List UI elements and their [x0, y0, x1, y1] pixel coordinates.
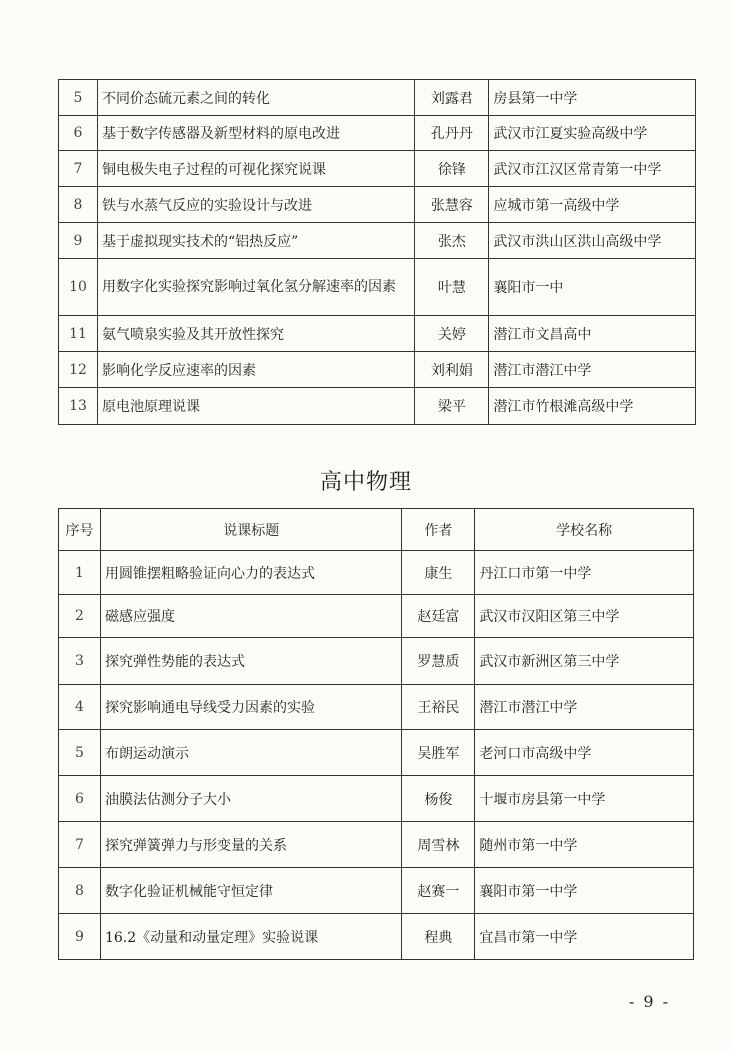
author-name: 孔丹丹	[415, 116, 489, 151]
row-number: 8	[59, 187, 98, 223]
lesson-title: 油膜法估测分子大小	[100, 776, 402, 822]
lesson-title: 基于虚拟现实技术的“铝热反应”	[97, 223, 414, 259]
school-name: 武汉市新洲区第三中学	[475, 638, 694, 685]
school-name: 武汉市汉阳区第三中学	[475, 595, 694, 638]
school-name: 老河口市高级中学	[475, 730, 694, 776]
column-header-author: 作者	[402, 509, 475, 551]
lesson-title: 用数字化实验探究影响过氧化氢分解速率的因素	[97, 259, 414, 316]
author-name: 王裕民	[402, 685, 475, 730]
school-name: 潜江市竹根滩高级中学	[489, 388, 696, 425]
school-name: 十堰市房县第一中学	[475, 776, 694, 822]
school-name: 宜昌市第一中学	[475, 914, 694, 960]
row-number: 9	[59, 223, 98, 259]
row-number: 1	[59, 551, 101, 595]
lesson-title: 原电池原理说课	[97, 388, 414, 425]
table-row	[59, 868, 694, 914]
table-row	[59, 80, 696, 116]
row-number: 8	[59, 868, 101, 914]
school-name: 武汉市洪山区洪山高级中学	[489, 223, 696, 259]
school-name: 房县第一中学	[489, 80, 696, 116]
row-number: 6	[59, 776, 101, 822]
table-row	[59, 316, 696, 352]
row-number: 5	[59, 730, 101, 776]
school-name: 潜江市文昌高中	[489, 316, 696, 352]
table-row	[59, 822, 694, 868]
row-number: 7	[59, 151, 98, 187]
table-row	[59, 151, 696, 187]
author-name: 康生	[402, 551, 475, 595]
school-name: 随州市第一中学	[475, 822, 694, 868]
author-name: 刘利娟	[415, 352, 489, 388]
author-name: 张慧容	[415, 187, 489, 223]
lesson-title: 基于数字传感器及新型材料的原电改进	[97, 116, 414, 151]
author-name: 赵赛一	[402, 868, 475, 914]
author-name: 叶慧	[415, 259, 489, 316]
row-number: 4	[59, 685, 101, 730]
school-name: 襄阳市一中	[489, 259, 696, 316]
lesson-title: 布朗运动演示	[100, 730, 402, 776]
table-row	[59, 352, 696, 388]
lesson-title: 影响化学反应速率的因素	[97, 352, 414, 388]
author-name: 程典	[402, 914, 475, 960]
lesson-title: 氨气喷泉实验及其开放性探究	[97, 316, 414, 352]
row-number: 10	[59, 259, 98, 316]
lesson-title: 铜电极失电子过程的可视化探究说课	[97, 151, 414, 187]
row-number: 11	[59, 316, 98, 352]
row-number: 3	[59, 638, 101, 685]
page-number: - 9 -	[628, 992, 670, 1011]
author-name: 罗慧质	[402, 638, 475, 685]
table-row	[59, 551, 694, 595]
lesson-title: 磁感应强度	[100, 595, 402, 638]
row-number: 6	[59, 116, 98, 151]
chemistry-table	[58, 79, 696, 425]
column-header-title: 说课标题	[100, 509, 402, 551]
lesson-title: 探究弹性势能的表达式	[100, 638, 402, 685]
table-row	[59, 776, 694, 822]
author-name: 徐锋	[415, 151, 489, 187]
author-name: 关婷	[415, 316, 489, 352]
column-header-school: 学校名称	[475, 509, 694, 551]
author-name: 杨俊	[402, 776, 475, 822]
table-row	[59, 116, 696, 151]
table-header-row	[59, 509, 694, 551]
school-name: 丹江口市第一中学	[475, 551, 694, 595]
section-title: 高中物理	[319, 470, 412, 495]
lesson-title: 16.2《动量和动量定理》实验说课	[100, 914, 402, 960]
table-row	[59, 685, 694, 730]
row-number: 2	[59, 595, 101, 638]
table-row	[59, 730, 694, 776]
table-row	[59, 187, 696, 223]
school-name: 襄阳市第一中学	[475, 868, 694, 914]
lesson-title: 铁与水蒸气反应的实验设计与改进	[97, 187, 414, 223]
row-number: 12	[59, 352, 98, 388]
lesson-title: 不同价态硫元素之间的转化	[97, 80, 414, 116]
table-row	[59, 914, 694, 960]
author-name: 梁平	[415, 388, 489, 425]
lesson-title: 探究弹簧弹力与形变量的关系	[100, 822, 402, 868]
table-row	[59, 638, 694, 685]
school-name: 应城市第一高级中学	[489, 187, 696, 223]
author-name: 刘露君	[415, 80, 489, 116]
school-name: 武汉市江夏实验高级中学	[489, 116, 696, 151]
table-row	[59, 595, 694, 638]
table-row	[59, 223, 696, 259]
school-name: 潜江市潜江中学	[475, 685, 694, 730]
physics-table	[58, 508, 694, 960]
author-name: 张杰	[415, 223, 489, 259]
author-name: 周雪林	[402, 822, 475, 868]
column-header-number: 序号	[59, 509, 101, 551]
row-number: 5	[59, 80, 98, 116]
table-row	[59, 388, 696, 425]
row-number: 13	[59, 388, 98, 425]
row-number: 9	[59, 914, 101, 960]
table-row	[59, 259, 696, 316]
author-name: 吴胜军	[402, 730, 475, 776]
row-number: 7	[59, 822, 101, 868]
school-name: 武汉市江汉区常青第一中学	[489, 151, 696, 187]
school-name: 潜江市潜江中学	[489, 352, 696, 388]
lesson-title: 探究影响通电导线受力因素的实验	[100, 685, 402, 730]
lesson-title: 数字化验证机械能守恒定律	[100, 868, 402, 914]
author-name: 赵廷富	[402, 595, 475, 638]
lesson-title: 用圆锥摆粗略验证向心力的表达式	[100, 551, 402, 595]
